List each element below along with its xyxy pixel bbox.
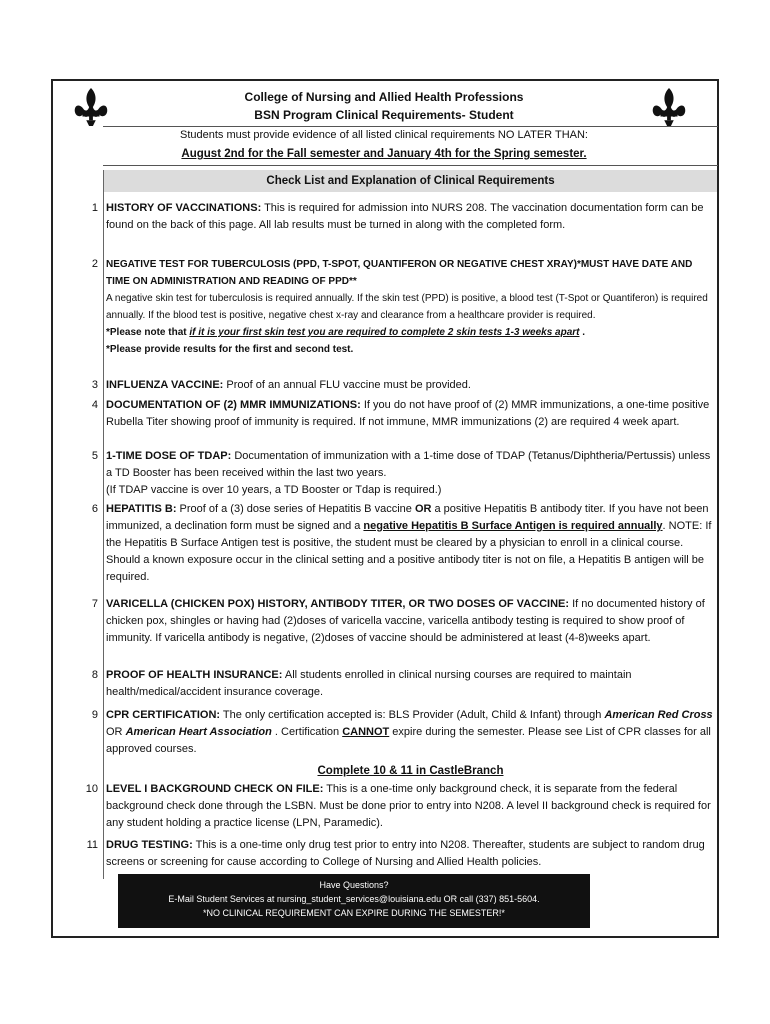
fleur-de-lis-icon <box>650 86 688 128</box>
item-title: HISTORY OF VACCINATIONS: <box>106 202 262 214</box>
program-title: BSN Program Clinical Requirements- Student <box>254 108 514 122</box>
item-note: *Please note that if it is your first skin test you are required to complete 2 skin tests 1-3 weeks apart . <box>106 327 586 338</box>
checklist-heading: Check List and Explanation of Clinical Requirements <box>104 170 717 192</box>
item-text: This is a one-time only background check, it is separate from the federal background check done through the LSBN. Must be done prior to entry into N208. A level II background check is required for any student holding a practice license (LPN, Paramedic). <box>106 783 711 829</box>
header-divider <box>103 165 718 166</box>
deadline-intro: Students must provide evidence of all listed clinical requirements NO LATER THAN: <box>180 129 588 141</box>
item-body <box>106 781 716 832</box>
fleur-de-lis-icon <box>72 86 110 128</box>
item-text: If no documented history of chicken pox, shingles or having had (2)doses of varicella vaccine, varicella antibody testing is required to show proof of immunity. If varicella antibody is negative, (2)doses of vaccine should be administered at least (4-8)weeks apart. <box>106 598 705 644</box>
item-body <box>106 256 716 358</box>
item-title: DOCUMENTATION OF (2) MMR IMMUNIZATIONS: <box>106 399 361 411</box>
footer-warning: *NO CLINICAL REQUIREMENT CAN EXPIRE DURING THE SEMESTER!* <box>203 908 505 918</box>
deadline-dates: August 2nd for the Fall semester and January 4th for the Spring semester. <box>181 148 587 160</box>
item-body <box>106 397 716 431</box>
item-title: NEGATIVE TEST FOR TUBERCULOSIS (PPD, T-SPOT, QUANTIFERON OR NEGATIVE CHEST XRAY)*MUST HAVE DATE AND TIME ON ADMINISTRATION AND READING OF PPD** <box>106 259 693 287</box>
org-name: American Red Cross <box>604 709 713 721</box>
item-note: *Please provide results for the first and second test. <box>106 344 354 355</box>
item-number: 5 <box>91 450 98 462</box>
item-text: All students enrolled in clinical nursing courses are required to maintain health/medical/accident insurance coverage. <box>106 669 632 698</box>
item-number: 1 <box>91 202 98 214</box>
item-text: (If TDAP vaccine is over 10 years, a TD Booster or Tdap is required.) <box>106 484 442 496</box>
item-body <box>106 377 716 394</box>
item-number: 11 <box>86 839 98 851</box>
item-number: 4 <box>91 399 98 411</box>
org-name: American Heart Association <box>125 726 272 738</box>
item-text: This is required for admission into NURS 208. The vaccination documentation form can be found on the back of this page. All lab results must be turned in along with the completed form. <box>106 202 704 231</box>
item-body <box>106 200 716 234</box>
item-title: 1-TIME DOSE OF TDAP: <box>106 450 232 462</box>
item-title: DRUG TESTING: <box>106 839 193 851</box>
item-text: This is a one-time only drug test prior to entry into N208. Thereafter, students are subject to random drug screens or screening for cause according to College of Nursing and Allied Health policies. <box>106 839 705 868</box>
header-divider <box>103 126 718 127</box>
contact-footer <box>118 874 590 928</box>
college-title: College of Nursing and Allied Health Professions <box>244 90 524 104</box>
footer-question: Have Questions? <box>319 880 389 890</box>
item-body: CPR CERTIFICATION: The only certification accepted is: BLS Provider (Adult, Child & Infant) through American Red Cross OR American Heart Association . Certification CANNOT expire during the semester. Please see List of CPR classes for all approved courses. <box>106 709 713 755</box>
item-body <box>106 667 716 701</box>
item-number: 8 <box>91 669 98 681</box>
item-number: 3 <box>91 379 98 391</box>
item-number: 2 <box>91 258 98 270</box>
item-number: 10 <box>85 783 98 795</box>
item-body <box>106 596 716 647</box>
item-title: PROOF OF HEALTH INSURANCE: <box>106 669 283 681</box>
item-text: If you do not have proof of (2) MMR immunizations, a one-time positive Rubella Titer showing proof of immunity is required. If not immune, MMR immunizations (2) are required 4 week apart. <box>106 399 710 428</box>
item-number: 6 <box>91 503 98 515</box>
item-number: 7 <box>91 598 98 610</box>
item-title: LEVEL I BACKGROUND CHECK ON FILE: <box>106 783 324 795</box>
item-body <box>106 837 716 871</box>
item-title: VARICELLA (CHICKEN POX) HISTORY, ANTIBODY TITER, OR TWO DOSES OF VACCINE: <box>106 598 570 610</box>
item-body: HEPATITIS B: Proof of a (3) dose series of Hepatitis B vaccine OR a positive Hepatitis B antibody titer. If you have not been immunized, a declination form must be signed and a negative Hepatitis B Surface Antigen is required annually. NOTE: If the Hepatitis B Surface Antigen test is positive, the student must be cleared by a physician to enroll in a clinical course. Should a known exposure occur in the clinical setting and a positive antibody titer is not on file, a Hepatitis B antigen will be required. <box>106 503 712 583</box>
item-emphasis: negative Hepatitis B Surface Antigen is required annually <box>363 520 663 532</box>
item-text: Documentation of immunization with a 1-time dose of TDAP (Tetanus/Diphtheria/Pertussis) unless a TD Booster has been received within the last two years. <box>106 450 711 479</box>
castlebranch-heading: Complete 10 & 11 in CastleBranch <box>317 765 504 777</box>
item-text: A negative skin test for tuberculosis is required annually. If the skin test (PPD) is positive, a blood test (T-Spot or Quantiferon) is required annually. If the blood test is positive, negative chest x-ray and clearance from a healthcare provider is required. <box>106 293 708 321</box>
item-body <box>106 448 716 499</box>
item-number: 9 <box>91 709 98 721</box>
item-title: INFLUENZA VACCINE: <box>106 379 224 391</box>
item-title: CPR CERTIFICATION: <box>106 709 221 721</box>
item-title: HEPATITIS B: <box>106 503 177 515</box>
item-text: Proof of an annual FLU vaccine must be provided. <box>223 379 471 391</box>
footer-contact: E-Mail Student Services at nursing_student_services@louisiana.edu OR call (337) 851-5604. <box>168 894 540 904</box>
